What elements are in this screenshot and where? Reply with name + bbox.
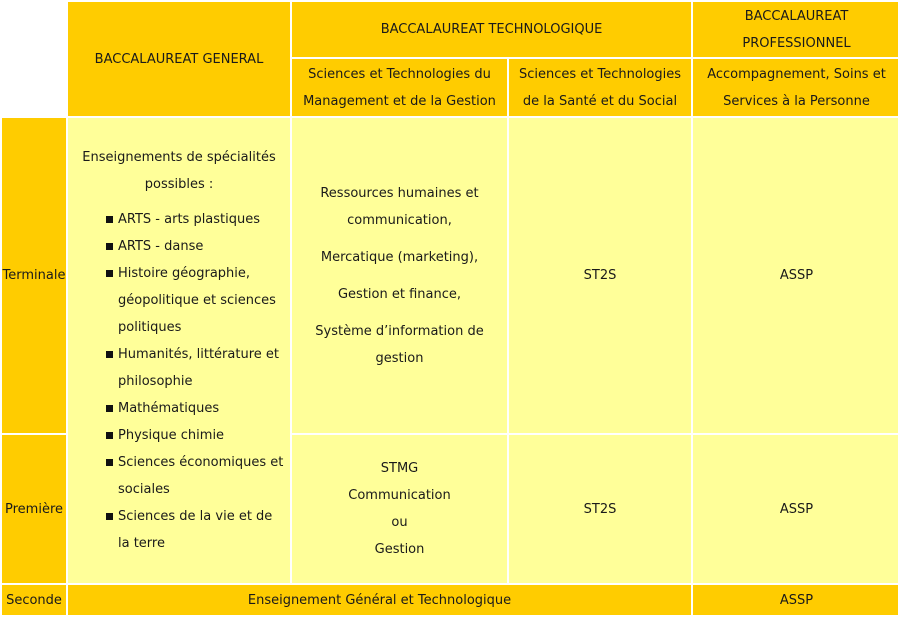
bullet-icon bbox=[106, 459, 113, 466]
header-pro-line1: BACCALAUREAT bbox=[744, 8, 849, 24]
list-item: ARTS - arts plastiques bbox=[80, 206, 288, 233]
bullet-icon bbox=[106, 270, 113, 277]
terminale-assp-cell: ASSP bbox=[693, 118, 898, 433]
list-item: ARTS - danse bbox=[80, 233, 288, 260]
list-item: Humanités, littérature et philosophie bbox=[80, 341, 288, 395]
row-label-premiere: Première bbox=[2, 435, 66, 583]
row-label-terminale: Terminale bbox=[2, 118, 66, 433]
terminale-stmg-cell: Ressources humaines et communication, Mercatique (marketing), Gestion et finance, Système d’information de gestion bbox=[292, 118, 507, 433]
header-bac-general: BACCALAUREAT GENERAL bbox=[68, 2, 290, 116]
bullet-icon bbox=[106, 216, 113, 223]
header-st2s: Sciences et Technologies de la Santé et du Social bbox=[509, 59, 691, 116]
header-bac-technologique: BACCALAUREAT TECHNOLOGIQUE bbox=[292, 2, 691, 57]
header-assp: Accompagnement, Soins et Services à la Personne bbox=[693, 59, 898, 116]
bullet-icon bbox=[106, 513, 113, 520]
general-specialites-cell bbox=[68, 118, 290, 583]
premiere-assp-cell: ASSP bbox=[693, 435, 898, 583]
premiere-st2s-cell: ST2S bbox=[509, 435, 691, 583]
specialites-intro: Enseignements de spécialités possibles : bbox=[82, 150, 276, 192]
terminale-st2s-cell: ST2S bbox=[509, 118, 691, 433]
specialites-list bbox=[80, 206, 288, 557]
row-label-seconde: Seconde bbox=[2, 585, 66, 615]
bullet-icon bbox=[106, 432, 113, 439]
list-item: Sciences économiques et sociales bbox=[80, 449, 288, 503]
bullet-icon bbox=[106, 405, 113, 412]
header-bac-professionnel bbox=[693, 2, 898, 57]
bullet-icon bbox=[106, 243, 113, 250]
list-item: Mathématiques bbox=[80, 395, 288, 422]
bullet-icon bbox=[106, 351, 113, 358]
seconde-assp-cell: ASSP bbox=[693, 585, 898, 615]
header-stmg: Sciences et Technologies du Management et de la Gestion bbox=[292, 59, 507, 116]
seconde-general-techno-cell: Enseignement Général et Technologique bbox=[68, 585, 691, 615]
header-pro-line2: PROFESSIONNEL bbox=[742, 35, 851, 51]
corner-cell bbox=[2, 2, 66, 116]
list-item: Sciences de la vie et de la terre bbox=[80, 503, 288, 557]
premiere-stmg-cell: STMG Communication ou Gestion bbox=[292, 435, 507, 583]
list-item: Physique chimie bbox=[80, 422, 288, 449]
list-item: Histoire géographie, géopolitique et sciences politiques bbox=[80, 260, 288, 341]
